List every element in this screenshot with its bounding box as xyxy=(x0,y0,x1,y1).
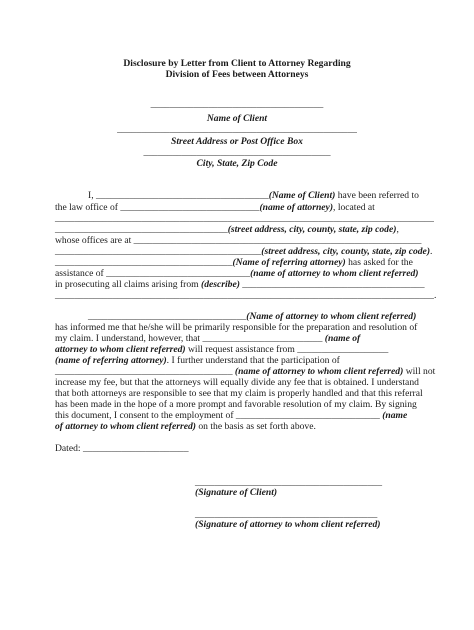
para1-l1-client-label: (Name of Client) xyxy=(268,190,336,201)
para2-line-2: has informed me that he/she will be primarily responsible for the preparation and resolution of xyxy=(55,322,418,333)
para2-l10-label: (name xyxy=(379,410,408,421)
para1-l7-tail: has asked for the xyxy=(345,257,413,268)
para1-l7-blank: _____________________________________ xyxy=(55,257,233,268)
para2-l3-label: (name of xyxy=(322,333,361,344)
para2-line-8: that both attorneys are responsible to see that my claim is properly handled and that this referral xyxy=(55,388,423,399)
para1-l8-text: assistance of ______________________________ xyxy=(55,268,251,279)
para2-line-9: has been made in the hope of a more prompt and favorable resolution of my claim. By signing xyxy=(55,399,417,410)
para1-line-3: _______________________________________________________________________________ xyxy=(55,213,434,224)
para1-l8-referred-label: (name of attorney to whom client referred) xyxy=(250,268,419,279)
para2-l10-text: this document, I consent to the employment of ______________________________ xyxy=(55,410,380,421)
para1-l2-text: the law office of _____________________________ xyxy=(55,202,260,213)
para2-l1-referred-label: (Name of attorney to whom client referred) xyxy=(246,311,417,322)
para1-l6-address-label: (street address, city, county, state, zip code) xyxy=(261,246,431,257)
para1-l9-text: in prosecuting all claims arising from xyxy=(55,279,202,290)
para1-line-7 xyxy=(55,257,413,268)
para1-l1-tail: have been referred to xyxy=(335,190,419,201)
client-city-line: _______________________________________ xyxy=(143,147,331,158)
para1-line-10: _______________________________________________________________________________. xyxy=(55,290,437,301)
client-name-label: Name of Client xyxy=(206,113,268,124)
para2-l6-label: (name of attorney to whom client referred) xyxy=(232,366,404,377)
para2-line-4 xyxy=(55,344,388,355)
para2-line-5 xyxy=(55,355,340,366)
para2-line-10 xyxy=(55,410,407,421)
para2-l5-text: . I further understand that the participation of xyxy=(166,355,340,366)
para1-l9-describe-label: (describe) xyxy=(201,279,240,290)
para1-line-5: whose offices are at ____________________________________________________________ xyxy=(55,235,422,246)
para2-l11-text: on the basis as set forth above. xyxy=(195,421,316,432)
para1-line-2 xyxy=(55,202,375,213)
para1-line-4 xyxy=(55,224,399,235)
title-line-1: Disclosure by Letter from Client to Attorney Regarding xyxy=(123,58,351,69)
para1-line-1 xyxy=(88,190,419,201)
para2-line-11 xyxy=(55,421,316,432)
para1-l6-blank: ___________________________________________ xyxy=(55,246,262,257)
para1-l2-attorney-label: (name of attorney) xyxy=(259,202,334,213)
para1-l4-tail: , xyxy=(396,224,399,235)
para1-l6-tail: . xyxy=(430,246,433,257)
para2-line-3 xyxy=(55,333,360,344)
para2-l5-label: (name of referring attorney) xyxy=(55,355,167,366)
para1-l4-address-label: (street address, city, county, state, zip code) xyxy=(227,224,397,235)
para2-l4-label: attorney to whom client referred) xyxy=(55,344,186,355)
para2-line-6 xyxy=(55,366,435,377)
para2-line-1 xyxy=(88,311,416,322)
client-name-line: ____________________________________ xyxy=(150,99,324,110)
para2-l6-tail: will not xyxy=(403,366,436,377)
client-signature-label: (Signature of Client) xyxy=(195,487,278,498)
dated-field: Dated: ______________________ xyxy=(55,443,189,454)
client-street-line: __________________________________________________ xyxy=(117,124,357,135)
para2-l4-text: will request assistance from ___________________ xyxy=(185,344,389,355)
para2-l3-text: my claim. I understand, however, that _________________________ xyxy=(55,333,323,344)
para1-line-8 xyxy=(55,268,418,279)
client-signature-line: _______________________________________ xyxy=(195,477,383,488)
para1-l4-blank: ____________________________________ xyxy=(55,224,228,235)
para1-l7-referring-label: (Name of referring attorney) xyxy=(232,257,346,268)
para2-l6-blank: _____________________________________ xyxy=(55,366,233,377)
para1-line-6 xyxy=(55,246,432,257)
para1-line-9 xyxy=(55,279,425,290)
client-city-label: City, State, Zip Code xyxy=(196,158,278,169)
para2-l11-label: of attorney to whom client referred) xyxy=(55,421,196,432)
para1-l9-blank: ______________________________________ xyxy=(239,279,425,290)
para2-line-7: increase my fee, but that the attorneys will equally divide any fee that is obtained. I understand xyxy=(55,377,419,388)
para1-l1-text: I, ____________________________________ xyxy=(88,190,269,201)
attorney-signature-line: ______________________________________ xyxy=(195,509,378,520)
client-street-label: Street Address or Post Office Box xyxy=(171,136,303,147)
title-line-2: Division of Fees between Attorneys xyxy=(165,69,309,80)
para2-l1-blank: _________________________________ xyxy=(88,311,247,322)
attorney-signature-label: (Signature of attorney to whom client referred) xyxy=(195,519,381,530)
para1-l2-tail: , located at xyxy=(333,202,375,213)
